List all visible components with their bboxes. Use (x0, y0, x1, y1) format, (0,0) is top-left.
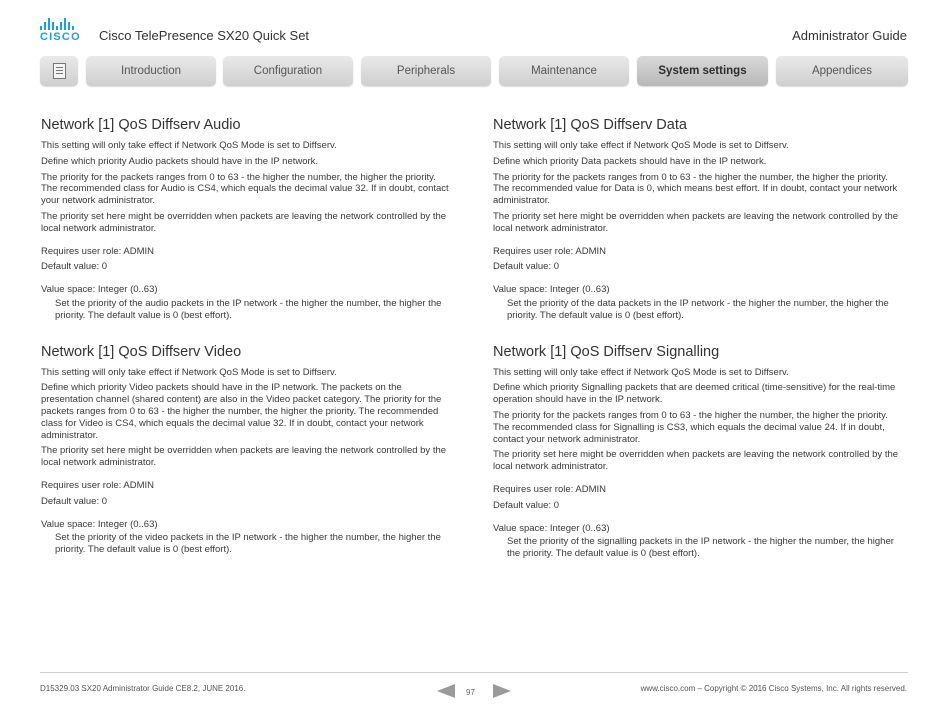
default-value: Default value: 0 (493, 499, 560, 511)
cisco-logo-text: CISCO (40, 31, 81, 43)
cisco-logo-bars-icon (40, 17, 84, 30)
paragraph: The priority set here might be overridden when packets are leaving the network controlled by the local network administrator. (41, 445, 447, 469)
default-value: Default value: 0 (41, 261, 108, 273)
section-qos-audio (41, 117, 453, 322)
paragraph: This setting will only take effect if Network QoS Mode is set to Diffserv. (41, 366, 337, 378)
setting-meta (41, 480, 453, 508)
page-header (0, 0, 950, 50)
section-title: Network [1] QoS Diffserv Audio (41, 117, 241, 133)
document-title: Cisco TelePresence SX20 Quick Set (99, 28, 310, 43)
arrow-right-icon[interactable] (493, 684, 511, 698)
value-space-label: Value space: Integer (0..63) (41, 284, 158, 296)
value-space-description: Set the priority of the signalling packets in the IP network - the higher the number, the higher the priority. The default value is 0 (best effort). (507, 536, 894, 560)
paragraph: The priority set here might be overridden when packets are leaving the network controlled by the local network administrator. (493, 210, 899, 234)
page-number: 97 (466, 688, 475, 697)
value-space (41, 284, 453, 321)
tab-introduction[interactable]: Introduction (86, 56, 216, 86)
document-icon (53, 63, 66, 79)
setting-meta (493, 246, 905, 274)
default-value: Default value: 0 (493, 261, 560, 273)
paragraph: Define which priority Data packets should have in the IP network. (493, 155, 767, 167)
paragraph: Define which priority Audio packets should have in the IP network. (41, 155, 319, 167)
value-space-description: Set the priority of the video packets in the IP network - the higher the number, the higher the priority. The default value is 0 (best effort). (55, 532, 441, 556)
paragraph: Define which priority Video packets should have in the IP network. The packets on the presentation channel (shared content) are also in the Video packet category. The priority for the packets ranges from 0 to 63 - the higher the number, the higher the priority. The recommended class for Video is CS4, which equals the decimal value 32. If in doubt, contact your network administrator. (41, 382, 442, 441)
value-space (493, 284, 905, 321)
tab-system-settings[interactable]: System settings (637, 56, 768, 86)
section-nav (40, 56, 908, 86)
paragraph: This setting will only take effect if Network QoS Mode is set to Diffserv. (41, 140, 337, 151)
footer-divider (40, 672, 908, 673)
tab-maintenance[interactable]: Maintenance (499, 56, 629, 86)
paragraph: The priority for the packets ranges from 0 to 63 - the higher the number, the higher the priority. The recommended class for Audio is CS4, which equals the decimal value 32. If in doubt, contact your network administrator. (41, 171, 449, 207)
paragraph: The priority set here might be overridden when packets are leaving the network controlled by the local network administrator. (41, 210, 447, 234)
arrow-left-icon[interactable] (437, 684, 455, 698)
setting-meta (41, 246, 453, 274)
section-title: Network [1] QoS Diffserv Signalling (493, 343, 720, 360)
paragraph: The priority for the packets ranges from 0 to 63 - the higher the number, the higher the priority. The recommended value for Data is 0, which means best effort. If in doubt, contact your network administrator. (493, 171, 898, 207)
value-space-label: Value space: Integer (0..63) (41, 518, 158, 530)
section-qos-video (41, 344, 453, 556)
left-column (41, 117, 453, 578)
value-space (493, 523, 905, 560)
user-role: Requires user role: ADMIN (41, 479, 154, 491)
section-title: Network [1] QoS Diffserv Data (493, 117, 687, 133)
footer-document-id: D15329.03 SX20 Administrator Guide CE8.2, JUNE 2016. (40, 684, 246, 693)
tab-contents[interactable] (40, 56, 78, 86)
setting-meta (493, 484, 905, 512)
value-space-label: Value space: Integer (0..63) (493, 284, 610, 296)
cisco-logo (40, 17, 84, 43)
tab-appendices[interactable]: Appendices (776, 56, 908, 86)
section-qos-signalling (493, 344, 905, 560)
user-role: Requires user role: ADMIN (493, 245, 606, 257)
tab-peripherals[interactable]: Peripherals (361, 56, 491, 86)
value-space-label: Value space: Integer (0..63) (493, 522, 610, 534)
paragraph: This setting will only take effect if Network QoS Mode is set to Diffserv. (493, 366, 789, 378)
paragraph: This setting will only take effect if Network QoS Mode is set to Diffserv. (493, 140, 789, 151)
value-space-description: Set the priority of the data packets in the IP network - the higher the number, the higher the priority. The default value is 0 (best effort). (507, 297, 889, 321)
user-role: Requires user role: ADMIN (493, 483, 606, 495)
section-title: Network [1] QoS Diffserv Video (41, 343, 242, 360)
guide-title: Administrator Guide (792, 28, 907, 43)
paragraph: The priority for the packets ranges from 0 to 63 - the higher the number, the higher the priority. The recommended class for Signalling is CS3, which equals the decimal value 24. If in doubt, contact your network administrator. (493, 409, 888, 445)
footer-copyright: www.cisco.com – Copyright © 2016 Cisco Systems, Inc. All rights reserved. (640, 684, 907, 693)
section-qos-data (493, 117, 905, 322)
paragraph: Define which priority Signalling packets that are deemed critical (time-sensitive) for the real-time operation should have in the IP network. (493, 382, 896, 406)
tab-configuration[interactable]: Configuration (223, 56, 353, 86)
default-value: Default value: 0 (41, 495, 108, 507)
value-space (41, 519, 453, 556)
user-role: Requires user role: ADMIN (41, 245, 154, 257)
value-space-description: Set the priority of the audio packets in the IP network - the higher the number, the higher the priority. The default value is 0 (best effort). (55, 297, 442, 321)
right-column (493, 117, 905, 582)
paragraph: The priority set here might be overridden when packets are leaving the network controlled by the local network administrator. (493, 449, 899, 473)
